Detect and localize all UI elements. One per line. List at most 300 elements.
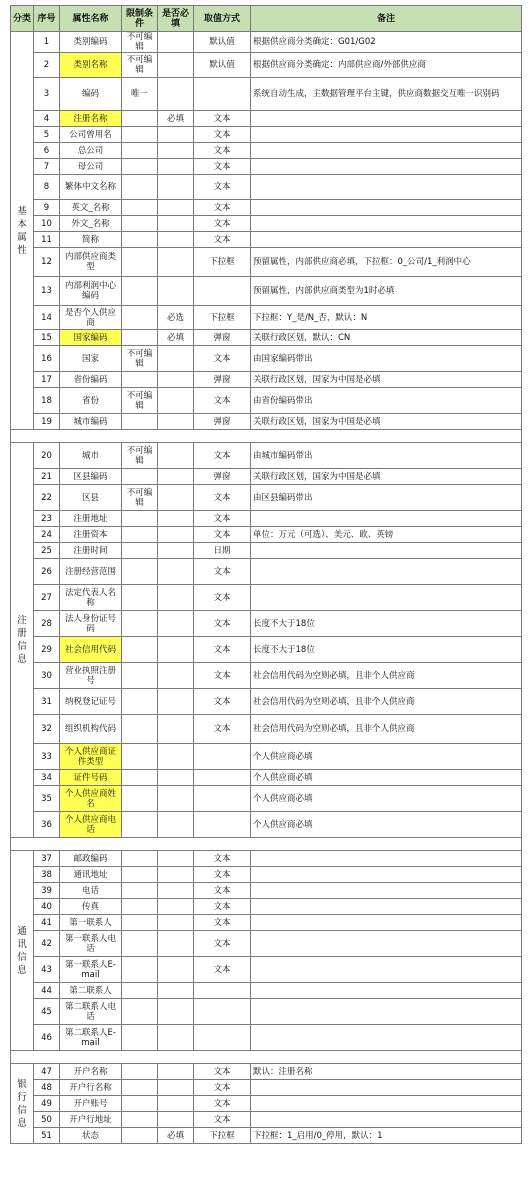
- limit-condition: [122, 931, 158, 957]
- attribute-name: 公司曾用名: [60, 127, 122, 143]
- value-mode: 文本: [194, 127, 251, 143]
- attribute-name: 开户名称: [60, 1064, 122, 1080]
- row-number: 12: [34, 248, 60, 277]
- required-flag: [158, 1064, 194, 1080]
- value-mode: 文本: [194, 851, 251, 867]
- row-number: 11: [34, 232, 60, 248]
- required-flag: [158, 232, 194, 248]
- attribute-name: 区县: [60, 485, 122, 511]
- limit-condition: [122, 469, 158, 485]
- remark: [251, 1112, 522, 1128]
- required-flag: [158, 744, 194, 770]
- header-value-mode: 取值方式: [194, 6, 251, 32]
- limit-condition: [122, 899, 158, 915]
- required-flag: [158, 931, 194, 957]
- value-mode: [194, 277, 251, 306]
- value-mode: 文本: [194, 111, 251, 127]
- remark: [251, 931, 522, 957]
- row-number: 31: [34, 689, 60, 715]
- limit-condition: [122, 715, 158, 744]
- table-row: [11, 689, 522, 715]
- remark: [251, 127, 522, 143]
- attribute-name: 个人供应商姓名: [60, 786, 122, 812]
- row-number: 37: [34, 851, 60, 867]
- attribute-name: 第一联系人E-mail: [60, 957, 122, 983]
- value-mode: 文本: [194, 216, 251, 232]
- header-attribute-name: 属性名称: [60, 6, 122, 32]
- required-flag: [158, 78, 194, 111]
- header-category: 分类: [11, 6, 34, 32]
- required-flag: [158, 216, 194, 232]
- attribute-name: 注册名称: [60, 111, 122, 127]
- row-number: 7: [34, 159, 60, 175]
- remark: 预留属性，内部供应商必填，下拉框：0_公司/1_利润中心: [251, 248, 522, 277]
- table-row: [11, 216, 522, 232]
- value-mode: 文本: [194, 957, 251, 983]
- limit-condition: [122, 689, 158, 715]
- table-row: [11, 414, 522, 430]
- attribute-name: 外文_名称: [60, 216, 122, 232]
- remark: 长度不大于18位: [251, 637, 522, 663]
- attribute-name: 开户行名称: [60, 1080, 122, 1096]
- table-row: [11, 1128, 522, 1144]
- remark: [251, 216, 522, 232]
- row-number: 10: [34, 216, 60, 232]
- limit-condition: [122, 111, 158, 127]
- limit-condition: [122, 999, 158, 1025]
- table-row: [11, 915, 522, 931]
- required-flag: [158, 1112, 194, 1128]
- value-mode: [194, 744, 251, 770]
- group-spacer: [11, 838, 522, 851]
- limit-condition: [122, 175, 158, 200]
- value-mode: [194, 812, 251, 838]
- required-flag: [158, 414, 194, 430]
- limit-condition: [122, 611, 158, 637]
- row-number: 6: [34, 143, 60, 159]
- attribute-name: 法人身份证号码: [60, 611, 122, 637]
- required-flag: [158, 53, 194, 78]
- table-row: [11, 585, 522, 611]
- remark: [251, 1080, 522, 1096]
- attribute-name: 注册资本: [60, 527, 122, 543]
- header-limit: 限制条件: [122, 6, 158, 32]
- table-row: [11, 306, 522, 330]
- remark: [251, 957, 522, 983]
- required-flag: [158, 585, 194, 611]
- attribute-name: 状态: [60, 1128, 122, 1144]
- table-row: [11, 883, 522, 899]
- limit-condition: 不可编辑: [122, 485, 158, 511]
- attribute-name: 第二联系人电话: [60, 999, 122, 1025]
- row-number: 40: [34, 899, 60, 915]
- table-row: [11, 330, 522, 346]
- remark: [251, 585, 522, 611]
- attribute-name: 通讯地址: [60, 867, 122, 883]
- limit-condition: [122, 1096, 158, 1112]
- limit-condition: [122, 143, 158, 159]
- row-number: 3: [34, 78, 60, 111]
- required-flag: [158, 1025, 194, 1051]
- table-row: [11, 899, 522, 915]
- row-number: 38: [34, 867, 60, 883]
- attribute-name: 省份: [60, 388, 122, 414]
- required-flag: [158, 388, 194, 414]
- value-mode: 文本: [194, 527, 251, 543]
- required-flag: [158, 543, 194, 559]
- table-row: [11, 812, 522, 838]
- remark: [251, 851, 522, 867]
- row-number: 50: [34, 1112, 60, 1128]
- attribute-name: 纳税登记证号: [60, 689, 122, 715]
- limit-condition: [122, 637, 158, 663]
- attribute-name: 是否个人供应商: [60, 306, 122, 330]
- remark: 长度不大于18位: [251, 611, 522, 637]
- value-mode: 文本: [194, 143, 251, 159]
- limit-condition: [122, 277, 158, 306]
- required-flag: [158, 485, 194, 511]
- row-number: 8: [34, 175, 60, 200]
- required-flag: [158, 867, 194, 883]
- attribute-name: 省份编码: [60, 372, 122, 388]
- required-flag: [158, 1096, 194, 1112]
- value-mode: 文本: [194, 1112, 251, 1128]
- limit-condition: 不可编辑: [122, 32, 158, 53]
- remark: 个人供应商必填: [251, 770, 522, 786]
- row-number: 42: [34, 931, 60, 957]
- limit-condition: [122, 1112, 158, 1128]
- attribute-table: [10, 5, 522, 1144]
- remark: 默认：注册名称: [251, 1064, 522, 1080]
- value-mode: 文本: [194, 611, 251, 637]
- value-mode: 文本: [194, 346, 251, 372]
- table-row: [11, 1112, 522, 1128]
- remark: 单位：万元（可选）、美元、欧、英镑: [251, 527, 522, 543]
- remark: 系统自动生成，主数据管理平台主键，供应商数据交互唯一识别码: [251, 78, 522, 111]
- value-mode: 弹窗: [194, 372, 251, 388]
- table-row: [11, 143, 522, 159]
- remark: [251, 883, 522, 899]
- value-mode: [194, 786, 251, 812]
- value-mode: [194, 78, 251, 111]
- required-flag: [158, 983, 194, 999]
- category-register: 注册信息: [11, 443, 34, 838]
- remark: 社会信用代码为空则必填，且非个人供应商: [251, 689, 522, 715]
- required-flag: [158, 143, 194, 159]
- required-flag: [158, 159, 194, 175]
- remark: [251, 200, 522, 216]
- attribute-name: 内部利润中心编码: [60, 277, 122, 306]
- header-required: 是否必填: [158, 6, 194, 32]
- required-flag: [158, 443, 194, 469]
- limit-condition: [122, 851, 158, 867]
- remark: [251, 232, 522, 248]
- limit-condition: [122, 559, 158, 585]
- limit-condition: [122, 663, 158, 689]
- remark: 个人供应商必填: [251, 812, 522, 838]
- limit-condition: [122, 127, 158, 143]
- required-flag: [158, 346, 194, 372]
- required-flag: [158, 372, 194, 388]
- row-number: 4: [34, 111, 60, 127]
- value-mode: 下拉框: [194, 248, 251, 277]
- required-flag: [158, 689, 194, 715]
- value-mode: 默认值: [194, 53, 251, 78]
- value-mode: 文本: [194, 585, 251, 611]
- attribute-name: 区县编码: [60, 469, 122, 485]
- row-number: 46: [34, 1025, 60, 1051]
- row-number: 27: [34, 585, 60, 611]
- required-flag: [158, 663, 194, 689]
- row-number: 35: [34, 786, 60, 812]
- value-mode: 文本: [194, 200, 251, 216]
- value-mode: [194, 983, 251, 999]
- attribute-name: 注册时间: [60, 543, 122, 559]
- remark: [251, 511, 522, 527]
- attribute-name: 内部供应商类型: [60, 248, 122, 277]
- table-row: [11, 1064, 522, 1080]
- value-mode: 文本: [194, 232, 251, 248]
- required-flag: [158, 851, 194, 867]
- remark: [251, 983, 522, 999]
- required-flag: [158, 611, 194, 637]
- value-mode: 下拉框: [194, 306, 251, 330]
- table-row: [11, 867, 522, 883]
- value-mode: 默认值: [194, 32, 251, 53]
- remark: 下拉框：1_启用/0_停用，默认：1: [251, 1128, 522, 1144]
- limit-condition: [122, 585, 158, 611]
- remark: 关联行政区划，国家为中国是必填: [251, 372, 522, 388]
- value-mode: [194, 1025, 251, 1051]
- row-number: 48: [34, 1080, 60, 1096]
- value-mode: [194, 770, 251, 786]
- required-flag: [158, 469, 194, 485]
- remark: 由城市编码带出: [251, 443, 522, 469]
- value-mode: 文本: [194, 388, 251, 414]
- required-flag: [158, 812, 194, 838]
- value-mode: [194, 999, 251, 1025]
- remark: [251, 543, 522, 559]
- required-flag: [158, 200, 194, 216]
- value-mode: 文本: [194, 159, 251, 175]
- row-number: 41: [34, 915, 60, 931]
- table-row: [11, 770, 522, 786]
- row-number: 24: [34, 527, 60, 543]
- limit-condition: [122, 511, 158, 527]
- required-flag: [158, 511, 194, 527]
- group-spacer: [11, 1051, 522, 1064]
- remark: 由国家编码带出: [251, 346, 522, 372]
- table-row: [11, 786, 522, 812]
- limit-condition: [122, 543, 158, 559]
- required-flag: [158, 883, 194, 899]
- header-number: 序号: [34, 6, 60, 32]
- row-number: 26: [34, 559, 60, 585]
- row-number: 14: [34, 306, 60, 330]
- table-row: [11, 485, 522, 511]
- value-mode: 日期: [194, 543, 251, 559]
- limit-condition: [122, 1064, 158, 1080]
- remark: 根据供应商分类确定：内部供应商/外部供应商: [251, 53, 522, 78]
- limit-condition: [122, 527, 158, 543]
- attribute-name: 母公司: [60, 159, 122, 175]
- limit-condition: [122, 957, 158, 983]
- limit-condition: [122, 1025, 158, 1051]
- value-mode: 文本: [194, 867, 251, 883]
- remark: [251, 1025, 522, 1051]
- limit-condition: 不可编辑: [122, 388, 158, 414]
- table-row: [11, 175, 522, 200]
- attribute-name: 类别编码: [60, 32, 122, 53]
- value-mode: 文本: [194, 511, 251, 527]
- limit-condition: [122, 883, 158, 899]
- table-row: [11, 159, 522, 175]
- table-row: [11, 1025, 522, 1051]
- table-row: [11, 200, 522, 216]
- limit-condition: 不可编辑: [122, 53, 158, 78]
- value-mode: 弹窗: [194, 330, 251, 346]
- row-number: 33: [34, 744, 60, 770]
- remark: [251, 1096, 522, 1112]
- value-mode: 弹窗: [194, 414, 251, 430]
- limit-condition: [122, 159, 158, 175]
- row-number: 1: [34, 32, 60, 53]
- value-mode: 文本: [194, 1064, 251, 1080]
- value-mode: 下拉框: [194, 1128, 251, 1144]
- row-number: 43: [34, 957, 60, 983]
- remark: 个人供应商必填: [251, 786, 522, 812]
- table-row: [11, 78, 522, 111]
- required-flag: [158, 957, 194, 983]
- attribute-name: 城市编码: [60, 414, 122, 430]
- value-mode: 文本: [194, 689, 251, 715]
- limit-condition: [122, 744, 158, 770]
- remark: 社会信用代码为空则必填，且非个人供应商: [251, 663, 522, 689]
- remark: [251, 111, 522, 127]
- row-number: 16: [34, 346, 60, 372]
- table-row: [11, 637, 522, 663]
- table-row: [11, 511, 522, 527]
- row-number: 20: [34, 443, 60, 469]
- required-flag: [158, 32, 194, 53]
- limit-condition: [122, 330, 158, 346]
- row-number: 17: [34, 372, 60, 388]
- attribute-name: 法定代表人名称: [60, 585, 122, 611]
- required-flag: 必填: [158, 1128, 194, 1144]
- value-mode: 文本: [194, 899, 251, 915]
- attribute-name: 证件号码: [60, 770, 122, 786]
- required-flag: [158, 637, 194, 663]
- group-spacer: [11, 430, 522, 443]
- remark: [251, 143, 522, 159]
- required-flag: [158, 175, 194, 200]
- table-row: [11, 372, 522, 388]
- spacer-cell: [11, 1051, 522, 1064]
- row-number: 23: [34, 511, 60, 527]
- required-flag: [158, 899, 194, 915]
- required-flag: [158, 248, 194, 277]
- limit-condition: [122, 1128, 158, 1144]
- limit-condition: [122, 248, 158, 277]
- row-number: 49: [34, 1096, 60, 1112]
- required-flag: [158, 715, 194, 744]
- limit-condition: [122, 372, 158, 388]
- attribute-name: 城市: [60, 443, 122, 469]
- attribute-name: 类别名称: [60, 53, 122, 78]
- row-number: 21: [34, 469, 60, 485]
- attribute-name: 第二联系人E-mail: [60, 1025, 122, 1051]
- limit-condition: [122, 306, 158, 330]
- attribute-name: 编码: [60, 78, 122, 111]
- table-row: [11, 248, 522, 277]
- row-number: 15: [34, 330, 60, 346]
- remark: 根据供应商分类确定：G01/G02: [251, 32, 522, 53]
- required-flag: [158, 915, 194, 931]
- table-row: [11, 53, 522, 78]
- table-row: [11, 744, 522, 770]
- remark: [251, 159, 522, 175]
- limit-condition: [122, 200, 158, 216]
- category-bank: 银行信息: [11, 1064, 34, 1144]
- row-number: 51: [34, 1128, 60, 1144]
- limit-condition: 不可编辑: [122, 443, 158, 469]
- limit-condition: [122, 216, 158, 232]
- value-mode: 文本: [194, 715, 251, 744]
- limit-condition: [122, 915, 158, 931]
- remark: 由省份编码带出: [251, 388, 522, 414]
- table-body: [11, 32, 522, 1144]
- value-mode: 文本: [194, 175, 251, 200]
- row-number: 39: [34, 883, 60, 899]
- value-mode: 文本: [194, 559, 251, 585]
- spacer-cell: [11, 430, 522, 443]
- required-flag: [158, 1080, 194, 1096]
- header-remark: 备注: [251, 6, 522, 32]
- value-mode: 文本: [194, 1080, 251, 1096]
- row-number: 13: [34, 277, 60, 306]
- row-number: 22: [34, 485, 60, 511]
- value-mode: 弹窗: [194, 469, 251, 485]
- row-number: 30: [34, 663, 60, 689]
- attribute-name: 开户行地址: [60, 1112, 122, 1128]
- row-number: 2: [34, 53, 60, 78]
- attribute-name: 英文_名称: [60, 200, 122, 216]
- limit-condition: [122, 812, 158, 838]
- row-number: 19: [34, 414, 60, 430]
- attribute-name: 开户账号: [60, 1096, 122, 1112]
- remark: 关联行政区划，国家为中国是必填: [251, 414, 522, 430]
- table-row: [11, 469, 522, 485]
- attribute-name: 第一联系人电话: [60, 931, 122, 957]
- row-number: 18: [34, 388, 60, 414]
- remark: 由区县编码带出: [251, 485, 522, 511]
- required-flag: [158, 770, 194, 786]
- required-flag: [158, 786, 194, 812]
- remark: 个人供应商必填: [251, 744, 522, 770]
- row-number: 9: [34, 200, 60, 216]
- attribute-name: 组织机构代码: [60, 715, 122, 744]
- remark: 关联行政区划，默认：CN: [251, 330, 522, 346]
- row-number: 25: [34, 543, 60, 559]
- limit-condition: [122, 414, 158, 430]
- limit-condition: [122, 867, 158, 883]
- value-mode: 文本: [194, 883, 251, 899]
- header-row: [11, 6, 522, 32]
- row-number: 32: [34, 715, 60, 744]
- attribute-name: 电话: [60, 883, 122, 899]
- table-row: [11, 111, 522, 127]
- value-mode: 文本: [194, 443, 251, 469]
